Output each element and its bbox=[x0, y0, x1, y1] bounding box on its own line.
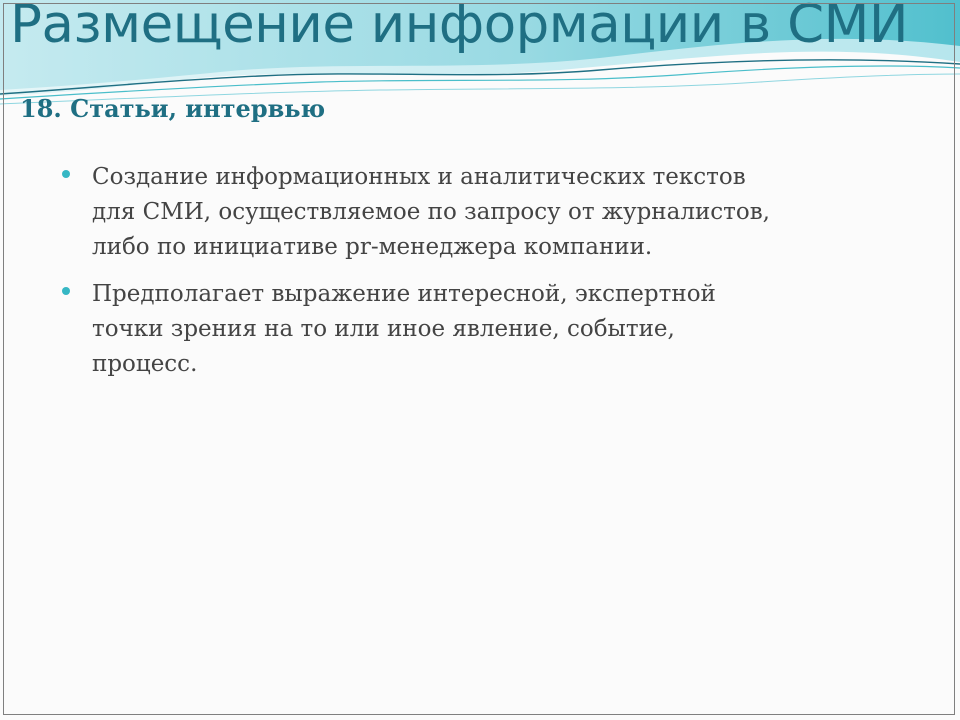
slide-title: Размещение информации в СМИ bbox=[10, 0, 909, 55]
bullet-text: Создание информационных и аналитических текстов для СМИ, осуществляемое по запросу от журналистов, либо по инициативе pr-менеджера компании. bbox=[92, 164, 770, 260]
bullet-item bbox=[62, 160, 782, 265]
slide-subtitle: 18. Статьи, интервью bbox=[20, 94, 326, 123]
bullet-list bbox=[62, 160, 782, 394]
dot-bullet-icon bbox=[62, 287, 70, 295]
bullet-item bbox=[62, 277, 782, 382]
dot-bullet-icon bbox=[62, 170, 70, 178]
bullet-text: Предполагает выражение интересной, экспертной точки зрения на то или иное явление, событие, процесс. bbox=[92, 281, 716, 377]
